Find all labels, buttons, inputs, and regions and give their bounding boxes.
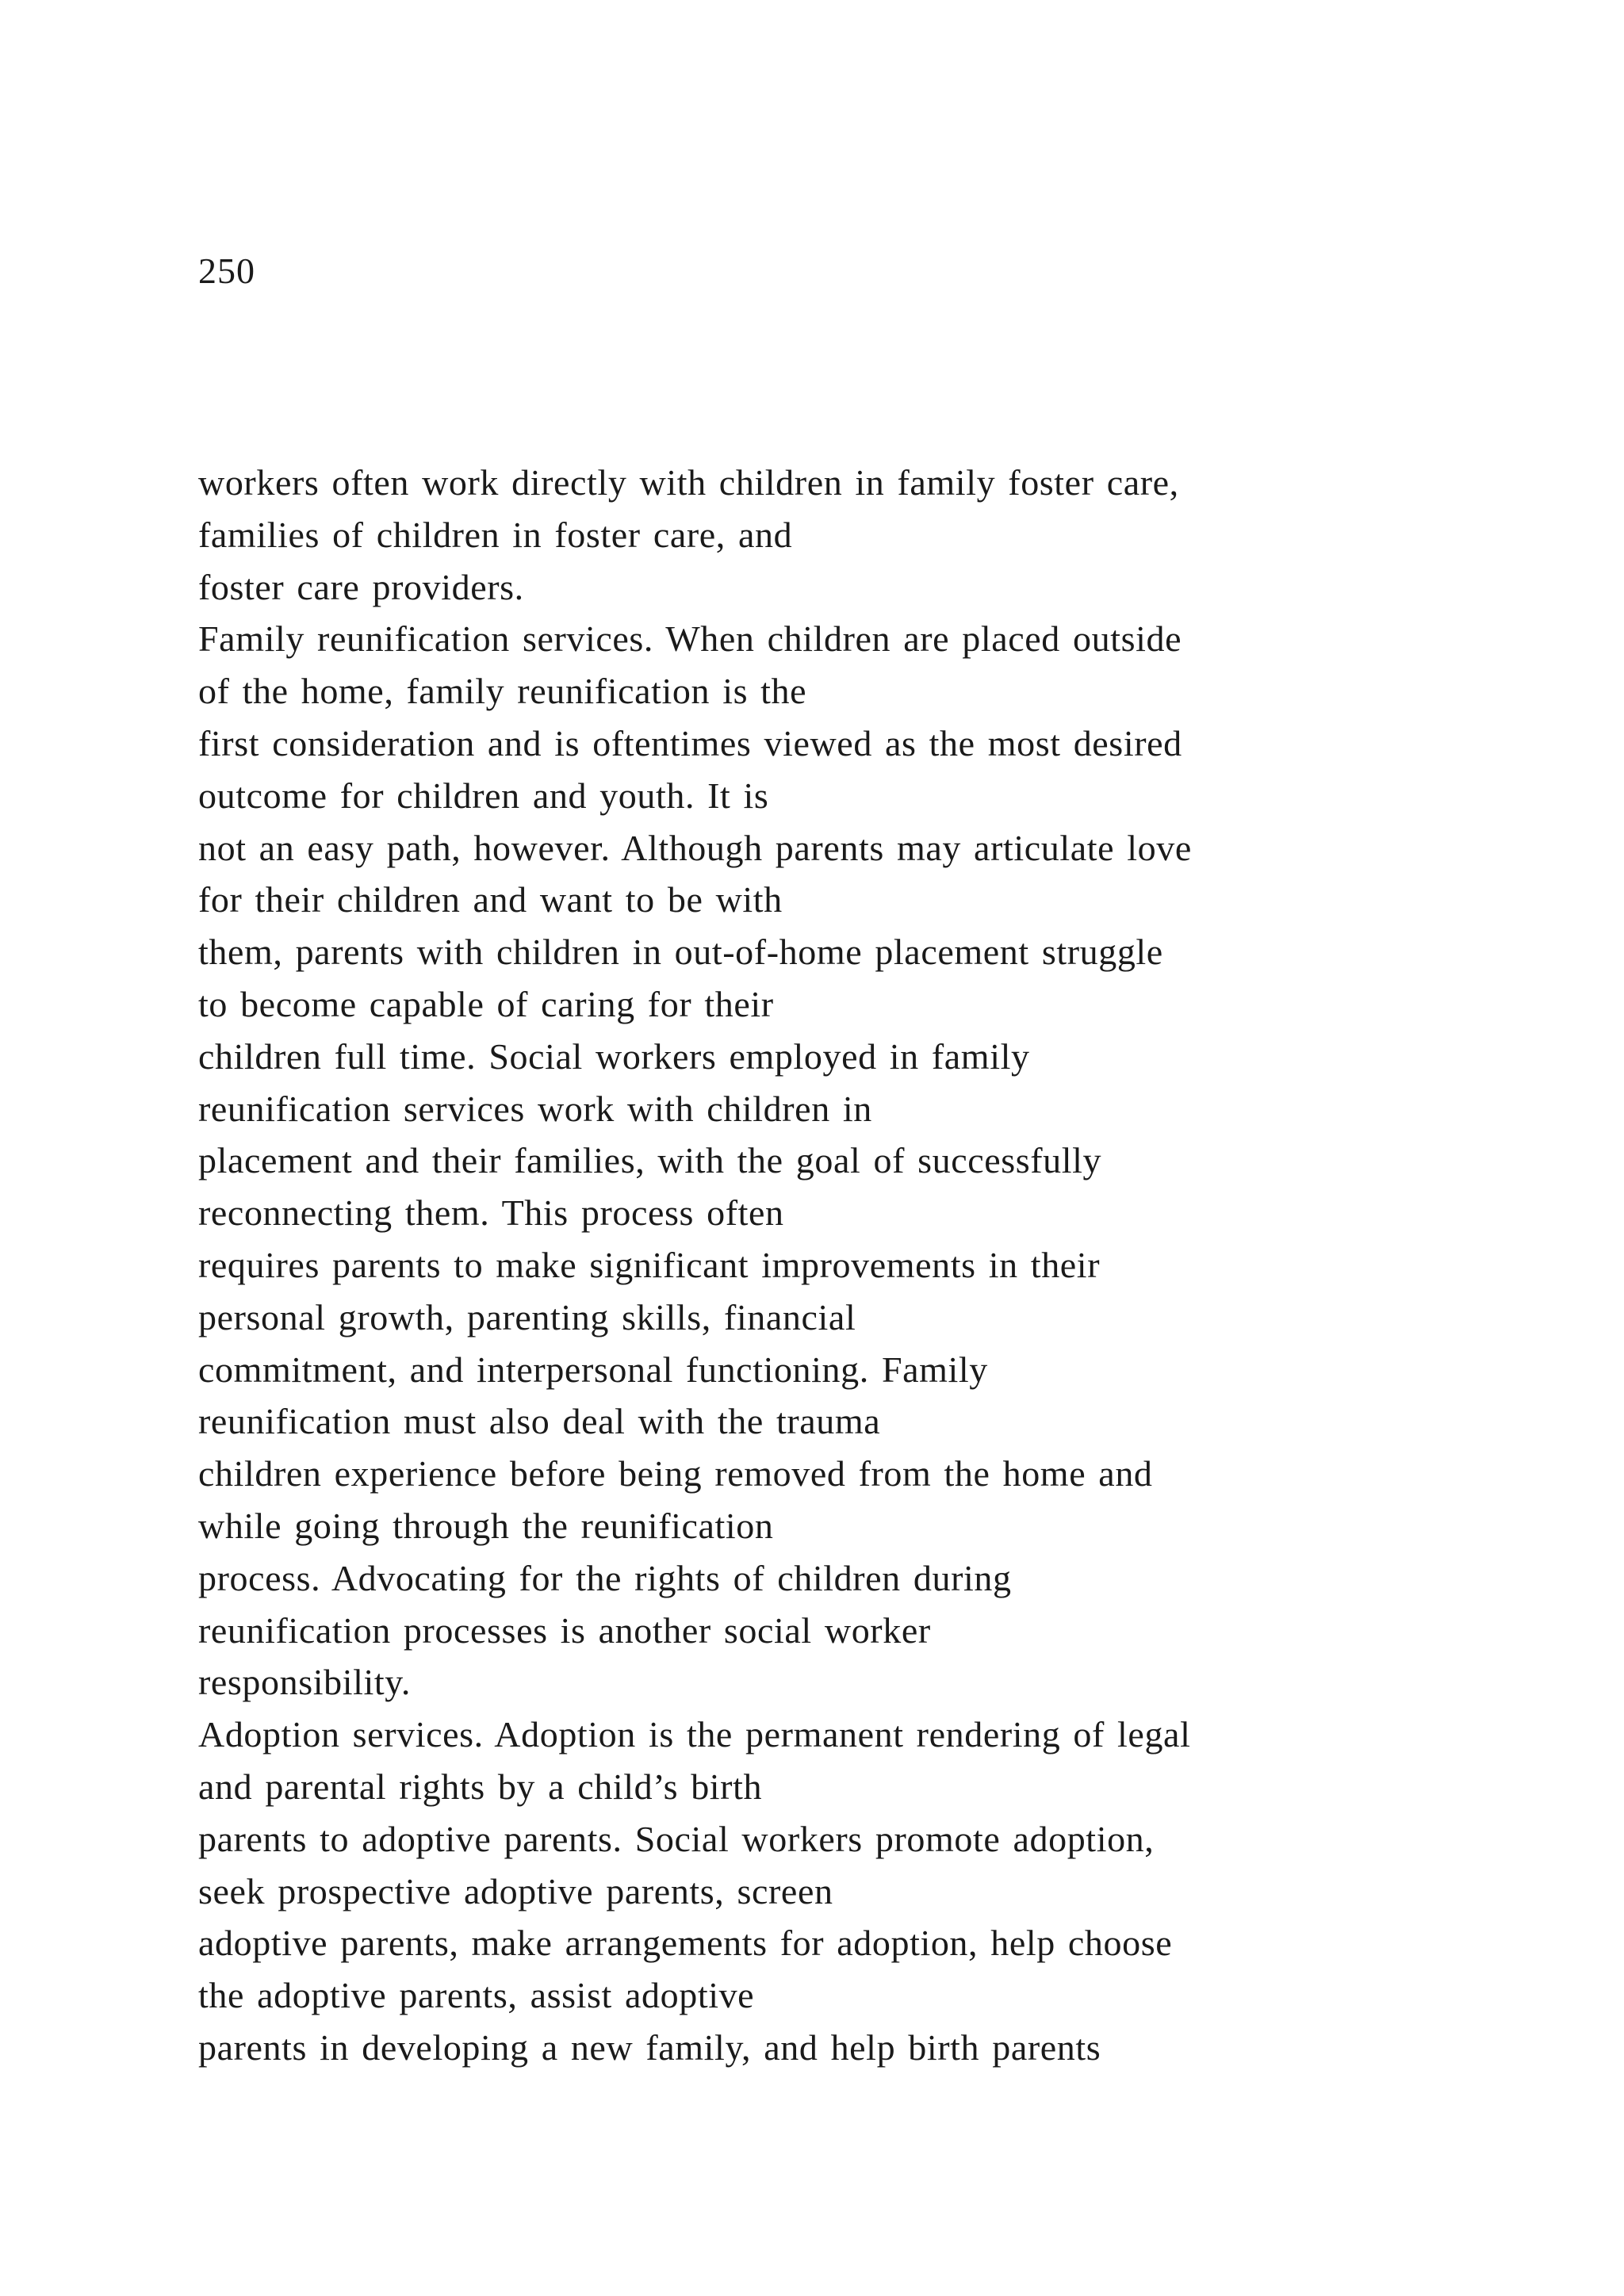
text-line: parents in developing a new family, and help birth parents (198, 2026, 1101, 2068)
text-line: foster care providers. (198, 566, 524, 607)
text-line: first consideration and is oftentimes viewed as the most desired (198, 722, 1182, 763)
text-line: requires parents to make significant improvements in their (198, 1244, 1101, 1285)
text-line: children experience before being removed from the home and (198, 1453, 1153, 1494)
text-line: reconnecting them. This process often (198, 1192, 784, 1234)
text-line: commitment, and interpersonal functioning. Family (198, 1349, 988, 1390)
text-line: workers often work directly with children in family foster care, (198, 462, 1179, 503)
page-number: 250 (198, 251, 255, 291)
body-text (198, 457, 1499, 2074)
text-line: while going through the reunification (198, 1505, 774, 1546)
text-line: not an easy path, however. Although parents may articulate love (198, 827, 1192, 868)
text-line: the adoptive parents, assist adoptive (198, 1975, 755, 2016)
text-line: to become capable of caring for their (198, 983, 774, 1024)
text-line: Family reunification services. When children are placed outside (198, 618, 1182, 660)
text-line: reunification processes is another social worker (198, 1609, 931, 1651)
text-line: placement and their families, with the goal of successfully (198, 1140, 1102, 1181)
text-line: of the home, family reunification is the (198, 671, 807, 712)
text-line: children full time. Social workers employed in family (198, 1035, 1030, 1077)
text-line: Adoption services. Adoption is the permanent rendering of legal (198, 1714, 1191, 1755)
text-line: parents to adoptive parents. Social workers promote adoption, (198, 1818, 1155, 1859)
text-line: reunification must also deal with the trauma (198, 1401, 881, 1442)
text-line: for their children and want to be with (198, 879, 783, 920)
text-line: responsibility. (198, 1662, 411, 1703)
text-line: personal growth, parenting skills, financial (198, 1296, 856, 1337)
text-line: families of children in foster care, and (198, 514, 793, 555)
text-line: seek prospective adoptive parents, screen (198, 1870, 833, 1911)
text-line: reunification services work with children in (198, 1088, 872, 1129)
text-line: and parental rights by a child’s birth (198, 1766, 763, 1807)
text-line: adoptive parents, make arrangements for adoption, help choose (198, 1923, 1173, 1964)
text-line: them, parents with children in out-of-home placement struggle (198, 932, 1163, 973)
text-line: outcome for children and youth. It is (198, 775, 769, 816)
text-line: process. Advocating for the rights of children during (198, 1557, 1012, 1598)
